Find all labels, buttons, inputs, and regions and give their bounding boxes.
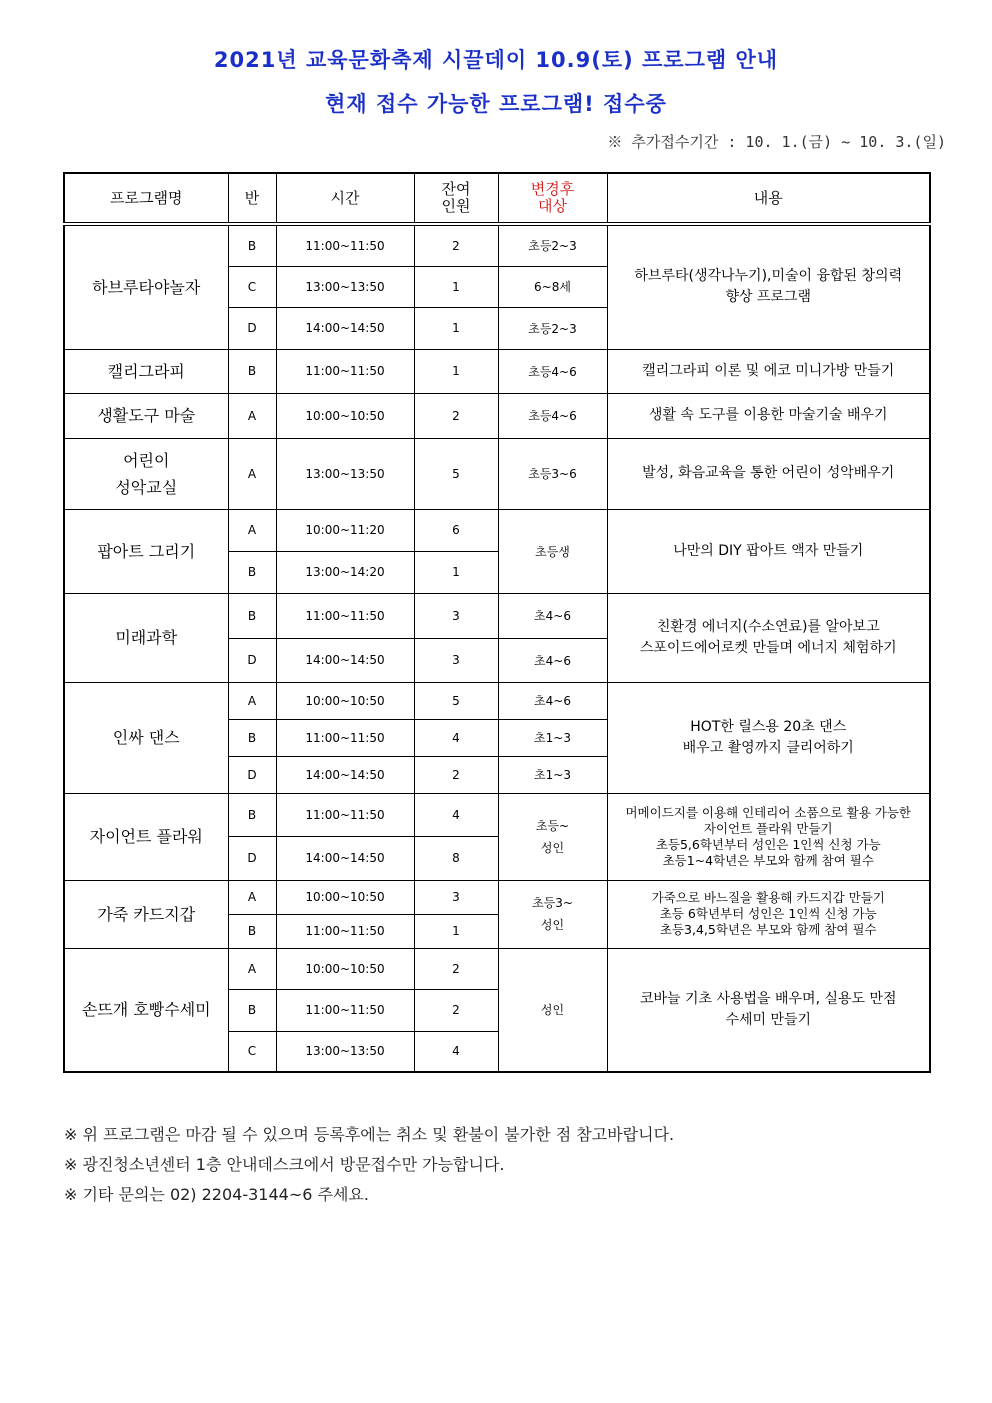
table-row (64, 593, 930, 638)
time-cell: 14:00~14:50 (276, 638, 414, 682)
class-cell: B (228, 551, 276, 593)
class-cell: B (228, 719, 276, 756)
table-header-row (64, 173, 930, 224)
time-cell: 10:00~10:50 (276, 880, 414, 914)
program-name-line: 성악교실 (115, 477, 178, 497)
table-row (64, 393, 930, 438)
time-cell: 11:00~11:50 (276, 793, 414, 836)
class-cell: D (228, 836, 276, 880)
class-cell: B (228, 914, 276, 948)
time-cell: 14:00~14:50 (276, 836, 414, 880)
remaining-cell: 4 (414, 1031, 498, 1072)
program-content (607, 593, 930, 682)
time-cell: 13:00~14:20 (276, 551, 414, 593)
time-cell: 11:00~11:50 (276, 719, 414, 756)
header-program-name: 프로그램명 (64, 173, 228, 224)
time-cell: 11:00~11:50 (276, 914, 414, 948)
target-cell (498, 793, 607, 880)
content-line: 배우고 촬영까지 클리어하기 (682, 739, 854, 756)
table-row (64, 880, 930, 914)
time-cell: 11:00~11:50 (276, 349, 414, 393)
header-time: 시간 (276, 173, 414, 224)
remaining-cell: 2 (414, 224, 498, 266)
remaining-cell: 2 (414, 948, 498, 989)
program-content (607, 224, 930, 349)
header-content: 내용 (607, 173, 930, 224)
program-content (607, 393, 930, 438)
class-cell: B (228, 793, 276, 836)
program-name (64, 438, 228, 509)
target-line: 초등~ (535, 818, 570, 833)
remaining-cell: 6 (414, 509, 498, 551)
program-name: 미래과학 (64, 593, 228, 682)
header-target (498, 173, 607, 224)
notes-section (64, 1120, 674, 1210)
content-line: 하브루타(생각나누기),미술이 융합된 창의력 (634, 268, 903, 285)
target-cell: 초등4~6 (498, 393, 607, 438)
program-content (607, 509, 930, 593)
remaining-cell: 1 (414, 914, 498, 948)
program-content (607, 880, 930, 948)
class-cell: D (228, 638, 276, 682)
program-name: 자이언트 플라워 (64, 793, 228, 880)
page-title: 2021년 교육문화축제 시끌데이 10.9(토) 프로그램 안내 (213, 48, 779, 72)
program-name: 가죽 카드지갑 (64, 880, 228, 948)
content-line: 친환경 에너지(수소연료)를 알아보고 (656, 618, 880, 635)
class-cell: C (228, 1031, 276, 1072)
table-row (64, 793, 930, 836)
note-line: ※ 기타 문의는 02) 2204-3144~6 주세요. (64, 1185, 369, 1204)
content-line: 머메이드지를 이용해 인테리어 소품으로 활용 가능한 (625, 804, 912, 820)
program-name: 생활도구 마술 (64, 393, 228, 438)
table-row (64, 682, 930, 719)
program-content (607, 793, 930, 880)
class-cell: C (228, 266, 276, 307)
content-line: 자이언트 플라워 만들기 (703, 820, 833, 836)
program-table (63, 172, 931, 1073)
content-line: 초등5,6학년부터 성인은 1인씩 신청 가능 (655, 836, 881, 852)
remaining-cell: 5 (414, 438, 498, 509)
time-cell: 11:00~11:50 (276, 593, 414, 638)
time-cell: 10:00~10:50 (276, 682, 414, 719)
remaining-cell: 3 (414, 638, 498, 682)
remaining-cell: 1 (414, 266, 498, 307)
remaining-cell: 2 (414, 989, 498, 1031)
time-cell: 14:00~14:50 (276, 756, 414, 793)
time-cell: 11:00~11:50 (276, 224, 414, 266)
content-line: 스포이드에어로켓 만들며 에너지 체험하기 (639, 639, 897, 656)
remaining-cell: 2 (414, 393, 498, 438)
time-cell: 13:00~13:50 (276, 266, 414, 307)
table-row (64, 224, 930, 266)
remaining-cell: 5 (414, 682, 498, 719)
target-cell: 초등3~6 (498, 438, 607, 509)
content-line: 초등1~4학년은 부모와 함께 참여 필수 (662, 852, 874, 868)
remaining-cell: 3 (414, 593, 498, 638)
remaining-cell: 1 (414, 551, 498, 593)
page-subtitle: 현재 접수 가능한 프로그램! 접수중 (325, 92, 667, 116)
header-class: 반 (228, 173, 276, 224)
header-remaining-line2: 인원 (441, 197, 471, 215)
class-cell: A (228, 393, 276, 438)
target-cell: 초1~3 (498, 719, 607, 756)
remaining-cell: 1 (414, 307, 498, 349)
table-row (64, 509, 930, 551)
registration-period: ※ 추가접수기간 : 10. 1.(금) ~ 10. 3.(일) (607, 133, 946, 151)
target-cell: 초등2~3 (498, 224, 607, 266)
program-content (607, 682, 930, 793)
target-cell (498, 880, 607, 948)
content-line: 초등 6학년부터 성인은 1인씩 신청 가능 (659, 906, 877, 921)
remaining-cell: 3 (414, 880, 498, 914)
content-line: 향상 프로그램 (725, 289, 812, 306)
program-name: 캘리그라피 (64, 349, 228, 393)
header-remaining (414, 173, 498, 224)
note-line: ※ 위 프로그램은 마감 될 수 있으며 등록후에는 취소 및 환불이 불가한 점 참고바랍니다. (64, 1125, 675, 1144)
class-cell: B (228, 989, 276, 1031)
class-cell: A (228, 948, 276, 989)
time-cell: 13:00~13:50 (276, 438, 414, 509)
target-cell: 성인 (498, 948, 607, 1072)
target-cell: 초4~6 (498, 638, 607, 682)
remaining-cell: 2 (414, 756, 498, 793)
note-line: ※ 광진청소년센터 1층 안내데스크에서 방문접수만 가능합니다. (64, 1155, 505, 1174)
class-cell: A (228, 880, 276, 914)
header-target-line1: 변경후 (530, 180, 575, 198)
content-line: 수세미 만들기 (725, 1011, 812, 1028)
remaining-cell: 4 (414, 719, 498, 756)
program-name-line: 어린이 (123, 450, 170, 470)
remaining-cell: 1 (414, 349, 498, 393)
target-cell: 초등2~3 (498, 307, 607, 349)
target-cell: 초등생 (498, 509, 607, 593)
content-line: 나만의 DIY 팝아트 액자 만들기 (673, 542, 864, 559)
target-line: 초등3~ (532, 896, 573, 910)
target-cell: 초4~6 (498, 593, 607, 638)
program-name: 팝아트 그리기 (64, 509, 228, 593)
program-name: 인싸 댄스 (64, 682, 228, 793)
content-line: 코바늘 기초 사용법을 배우며, 실용도 만점 (639, 990, 897, 1007)
content-line: 캘리그라피 이론 및 에코 미니가방 만들기 (642, 362, 895, 379)
program-name: 하브루타야놀자 (64, 224, 228, 349)
remaining-cell: 8 (414, 836, 498, 880)
class-cell: D (228, 307, 276, 349)
target-line: 성인 (540, 918, 565, 932)
class-cell: A (228, 509, 276, 551)
table-row (64, 349, 930, 393)
target-cell: 초등4~6 (498, 349, 607, 393)
program-content (607, 948, 930, 1072)
program-content (607, 438, 930, 509)
time-cell: 10:00~10:50 (276, 948, 414, 989)
target-cell: 6~8세 (498, 266, 607, 307)
class-cell: D (228, 756, 276, 793)
content-line: 발성, 화음교육을 통한 어린이 성악배우기 (642, 465, 895, 481)
header-target-line2: 대상 (538, 197, 567, 215)
time-cell: 10:00~11:20 (276, 509, 414, 551)
content-line: HOT한 릴스용 20초 댄스 (690, 718, 847, 735)
class-cell: B (228, 349, 276, 393)
class-cell: B (228, 593, 276, 638)
table-row (64, 438, 930, 509)
class-cell: B (228, 224, 276, 266)
time-cell: 13:00~13:50 (276, 1031, 414, 1072)
table-row (64, 948, 930, 989)
class-cell: A (228, 682, 276, 719)
target-cell: 초1~3 (498, 756, 607, 793)
content-line: 가죽으로 바느질을 활용해 카드지갑 만들기 (651, 890, 885, 905)
header-remaining-line1: 잔여 (441, 180, 471, 198)
class-cell: A (228, 438, 276, 509)
time-cell: 10:00~10:50 (276, 393, 414, 438)
target-line: 성인 (540, 840, 565, 855)
remaining-cell: 4 (414, 793, 498, 836)
target-cell: 초4~6 (498, 682, 607, 719)
program-content (607, 349, 930, 393)
time-cell: 14:00~14:50 (276, 307, 414, 349)
content-line: 생활 속 도구를 이용한 마술기술 배우기 (648, 407, 888, 423)
time-cell: 11:00~11:50 (276, 989, 414, 1031)
content-line: 초등3,4,5학년은 부모와 함께 참여 필수 (659, 922, 877, 937)
program-name: 손뜨개 호빵수세미 (64, 948, 228, 1072)
